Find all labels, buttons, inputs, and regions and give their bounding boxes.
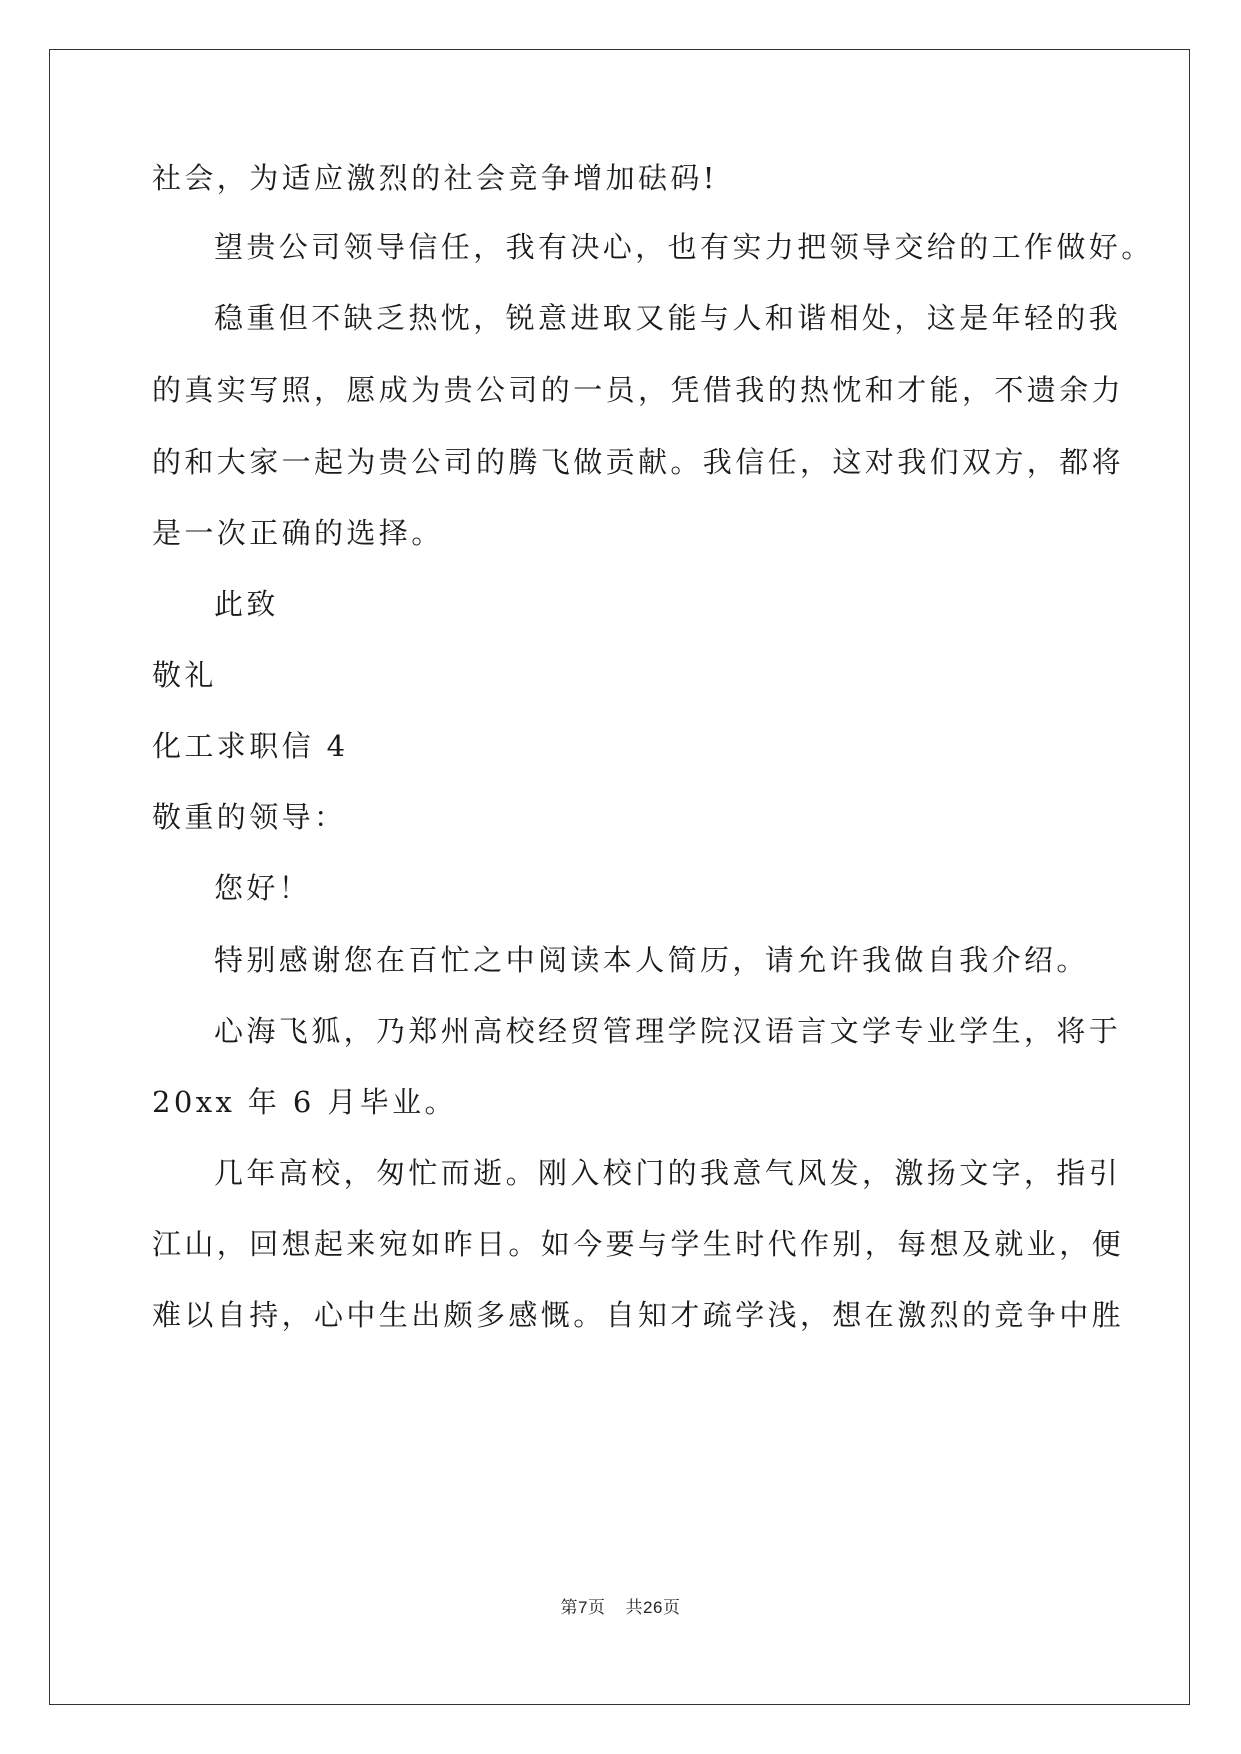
- body-line: 的真实写照，愿成为贵公司的一员，凭借我的热忱和才能，不遗余力: [152, 373, 1125, 407]
- closing-salutation: 此致: [214, 587, 279, 621]
- body-line: 是一次正确的选择。: [152, 516, 444, 550]
- body-line: 特别感谢您在百忙之中阅读本人简历，请允许我做自我介绍。: [214, 943, 1089, 977]
- body-line: 心海飞狐，乃郑州高校经贸管理学院汉语言文学专业学生，将于: [214, 1014, 1122, 1048]
- body-line: 几年高校，匆忙而逝。刚入校门的我意气风发，激扬文字，指引: [214, 1156, 1122, 1190]
- body-line: 江山，回想起来宛如昨日。如今要与学生时代作别，每想及就业，便: [152, 1227, 1125, 1261]
- total-prefix: 共: [625, 1598, 644, 1618]
- body-line: 稳重但不缺乏热忱，锐意进取又能与人和谐相处，这是年轻的我: [214, 301, 1122, 335]
- total-suffix: 页: [662, 1598, 681, 1618]
- section-title: 化工求职信 4: [152, 729, 349, 763]
- total-pages: 26: [643, 1598, 663, 1617]
- page-suffix: 页: [588, 1598, 606, 1618]
- body-line: 社会，为适应激烈的社会竞争增加砝码!: [152, 161, 718, 195]
- body-line: 难以自持，心中生出颇多感慨。自知才疏学浅，想在激烈的竞争中胜: [152, 1298, 1125, 1332]
- body-line: 的和大家一起为贵公司的腾飞做贡献。我信任，这对我们双方，都将: [152, 445, 1125, 479]
- page-footer: [0, 1596, 1241, 1620]
- closing-regards: 敬礼: [152, 658, 217, 692]
- greeting-hello: 您好！: [214, 871, 312, 905]
- page-prefix: 第: [560, 1598, 579, 1618]
- page-number: 7: [578, 1598, 589, 1617]
- greeting: 敬重的领导：: [152, 800, 347, 834]
- body-line: 望贵公司领导信任，我有决心，也有实力把领导交给的工作做好。: [214, 230, 1154, 264]
- body-line: 20xx 年 6 月毕业。: [152, 1085, 457, 1119]
